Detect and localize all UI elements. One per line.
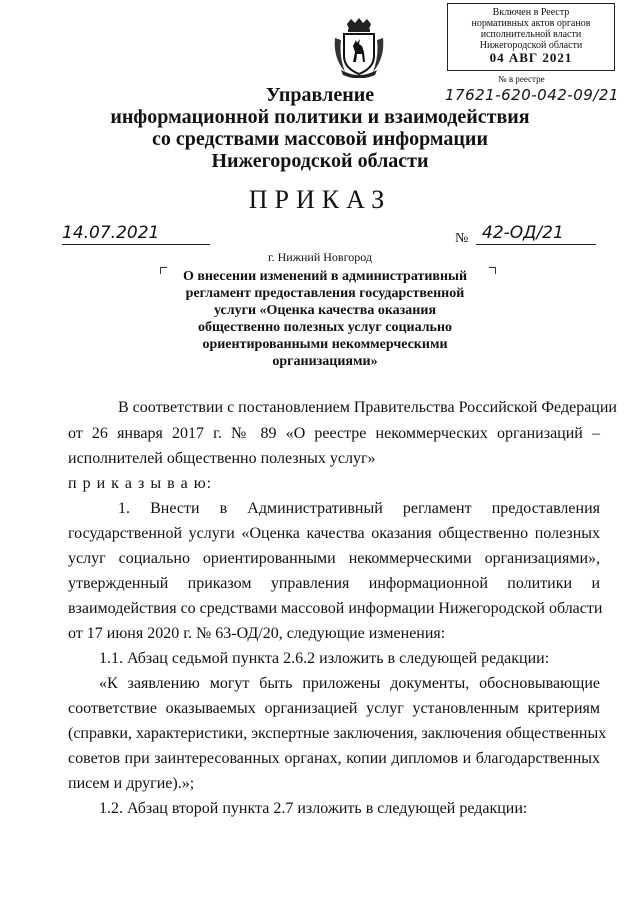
preamble-line: исполнителей общественно полезных услуг» (68, 450, 376, 467)
stamp-line: исполнительной власти (480, 29, 582, 40)
order-number-sign: № (455, 231, 469, 246)
subject-line: организациями» (272, 354, 378, 369)
subject-line: О внесении изменений в административный (182, 269, 468, 284)
preamble-line: от 26 января 2017 г. № 89 «О реестре некоммерческих организаций – (68, 425, 600, 442)
document-title: ПРИКАЗ (248, 185, 392, 214)
agency-name-line: Управление (265, 84, 375, 106)
item-line: 1. Внести в Административный регламент предоставления (118, 500, 600, 517)
order-number: 42-ОД/21 (476, 223, 596, 245)
agency-name-line: информационной политики и взаимодействия (110, 106, 530, 128)
coat-of-arms-emblem (331, 18, 387, 78)
subitem-heading: 1.2. Абзац второй пункта 2.7 изложить в следующей редакции: (99, 800, 528, 817)
agency-name-line: Нижегородской области (211, 150, 429, 172)
preamble-line: В соответствии с постановлением Правительства Российской Федерации (118, 399, 617, 416)
subitem-heading: 1.1. Абзац седьмой пункта 2.6.2 изложить в следующей редакции: (99, 650, 550, 667)
subject-line: регламент предоставления государственной (185, 286, 465, 301)
stamp-line: нормативных актов органов (471, 18, 591, 29)
stamp-line: Включен в Реестр (492, 7, 570, 18)
stamp-registry-number: 17621-620-042-09/21 (445, 86, 619, 104)
subject-line: общественно полезных услуг социально (197, 320, 453, 335)
stamp-registry-label: № в реестре (498, 74, 545, 84)
agency-name-line: со средствами массовой информации (152, 128, 488, 150)
item-line: утвержденный приказом управления информационной политики и (68, 575, 600, 592)
order-date: 14.07.2021 (62, 223, 210, 245)
stamp-date: 04 АВГ 2021 (489, 50, 573, 65)
quote-line: (справки, характеристики, экспертные заключения, заключения общественных (68, 725, 607, 742)
quote-line: писем и другие).»; (68, 775, 195, 792)
quote-line: советов при заинтересованных органах, копии дипломов и благодарственных (68, 750, 600, 767)
city-name: г. Нижний Новгород (268, 250, 372, 264)
item-line: от 17 июня 2020 г. № 63-ОД/20, следующие изменения: (68, 625, 446, 642)
subject-line: ориентированными некоммерческими (202, 337, 448, 352)
stamp-line: Нижегородской области (479, 40, 583, 51)
order-word: п р и к а з ы в а ю: (68, 475, 213, 492)
quote-line: «К заявлению могут быть приложены документы, обосновывающие (99, 675, 600, 692)
subject-line: услуги «Оценка качества оказания (213, 303, 437, 318)
quote-line: соответствие оказываемых организацией услуг установленным критериям (68, 700, 600, 717)
item-line: услуг социально ориентированными некоммерческими организациями», (68, 550, 600, 567)
item-line: взаимодействия со средствами массовой информации Нижегородской области (68, 600, 603, 617)
registry-stamp (447, 3, 615, 71)
item-line: государственной услуги «Оценка качества оказания общественно полезных (68, 525, 600, 542)
